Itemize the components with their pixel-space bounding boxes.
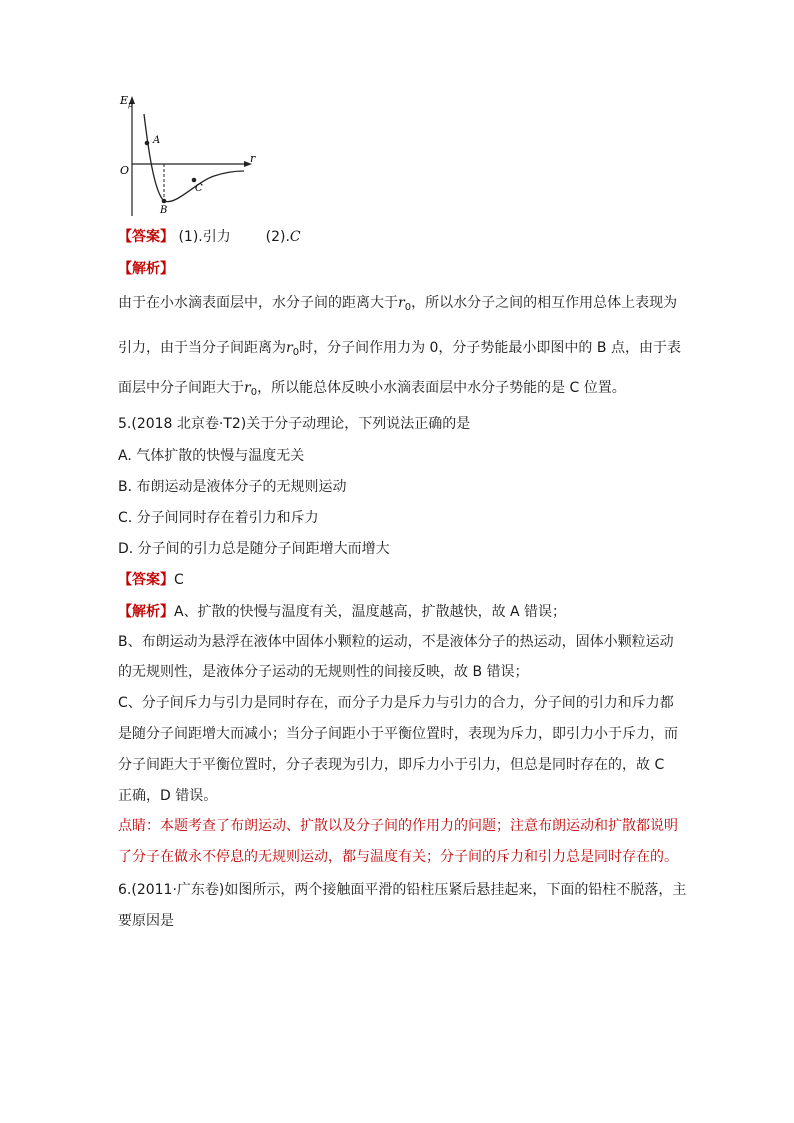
question-5-stem: 5.(2018 北京卷·T2)关于分子动理论，下列说法正确的是 [118,416,471,432]
q5-comment-line-1: 点睛：本题考查了布朗运动、扩散以及分子间的作用力的问题；注意布朗运动和扩散都说明 [118,818,678,834]
point-c-marker [192,178,197,183]
point-b-marker [162,199,167,204]
answer-tag: 【答案】 [118,229,174,245]
analysis-tag: 【解析】 [118,261,174,277]
q5-analysis-line-4: C、分子间斥力与引力是同时存在，而分子力是斥力与引力的合力，分子间的引力和斥力都 [118,695,674,711]
r0-symbol: r [398,295,405,311]
answer-tag: 【答案】 [118,572,174,588]
answer-part-2-number: (2). [265,229,290,245]
q5-option-c: C. 分子间同时存在着引力和斥力 [118,510,319,526]
q5-analysis-line-3: 的无规则性，是液体分子运动的无规则性的间接反映，故 B 错误； [118,664,529,680]
analysis-line-1: 由于在小水滴表面层中，水分子间的距离大于$r_0$，所以水分子之间的相互作用总体上表现为 [118,295,678,313]
point-a-marker [145,141,150,146]
q5-answer: 【答案】C [118,572,184,588]
q5-analysis-line-2: B、布朗运动为悬浮在液体中固体小颗粒的运动，不是液体分子的热运动，固体小颗粒运动 [118,634,674,650]
point-c-label: C [195,183,203,194]
point-b-label: B [160,205,168,216]
analysis-line-2: 引力，由于当分子间距离为$r_0$时，分子间作用力为 0，分子势能最小即图中的 B 点，由于表 [118,340,681,358]
y-axis-label: $E_p$ [120,94,133,109]
r0-symbol: r [286,340,293,356]
analysis-tag: 【解析】 [118,604,174,620]
q5-option-a: A. 气体扩散的快慢与温度无关 [118,448,305,464]
question-6-stem-line-1: 6.(2011·广东卷)如图所示，两个接触面平滑的铅柱压紧后悬挂起来，下面的铅柱不脱落，主 [118,882,687,898]
r0-symbol: r [244,380,251,396]
answer-line-1 [118,227,301,247]
answer-part-2-value: C [289,229,301,245]
q5-option-b: B. 布朗运动是液体分子的无规则运动 [118,479,347,495]
q5-option-d: D. 分子间的引力总是随分子间距增大而增大 [118,541,390,557]
x-axis-label: r [250,152,256,165]
point-a-label: A [153,135,161,146]
potential-energy-graph [116,92,262,218]
origin-label: O [120,164,130,177]
analysis-line-3: 面层中分子间距大于$r_0$，所以能总体反映小水滴表面层中水分子势能的是 C 位置。 [118,380,626,398]
q5-comment-line-2: 了分子在做永不停息的无规则运动，都与温度有关；分子间的斥力和引力总是同时存在的。 [118,849,678,865]
question-6-stem-line-2: 要原因是 [118,913,174,929]
q5-analysis-line-6: 分子间距大于平衡位置时，分子表现为引力，即斥力小于引力，但总是同时存在的，故 C [118,757,665,773]
q5-analysis-line-5: 是随分子间距增大而减小；当分子间距小于平衡位置时，表现为斥力，即引力小于斥力，而 [118,726,678,742]
q5-analysis-line-1: 【解析】A、扩散的快慢与温度有关，温度越高，扩散越快，故 A 错误； [118,604,567,620]
answer-part-1: (1).引力 [178,229,231,245]
ep-curve [144,114,244,202]
q5-analysis-line-7: 正确，D 错误。 [118,788,218,804]
analysis-heading [118,259,174,279]
